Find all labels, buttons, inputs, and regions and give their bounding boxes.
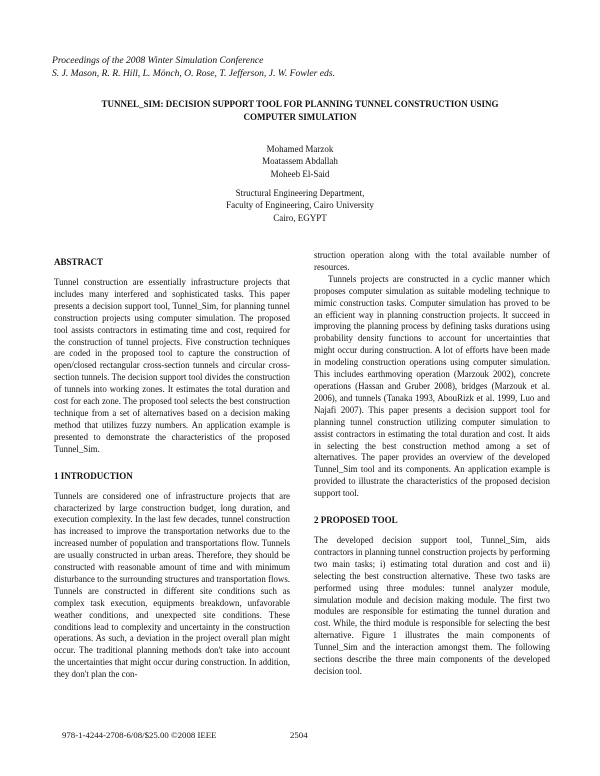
- affiliation-line: Cairo, EGYPT: [273, 212, 327, 223]
- proceedings-line-2: S. J. Mason, R. R. Hill, L. Mönch, O. Rose, T. Jefferson, J. W. Fowler eds.: [52, 68, 335, 79]
- title-line-1: TUNNEL_SIM: DECISION SUPPORT TOOL FOR PLANNING TUNNEL CONSTRUCTION USING: [101, 99, 499, 109]
- footer-isbn: 978-1-4244-2708-6/08/$25.00 ©2008 IEEE: [62, 730, 217, 740]
- page-number: 2504: [290, 730, 308, 740]
- right-column: [314, 250, 550, 678]
- left-column: [54, 256, 290, 681]
- abstract-heading: ABSTRACT: [54, 257, 104, 267]
- author-name: Moheeb El-Said: [270, 168, 330, 179]
- section-2-heading: 2 PROPOSED TOOL: [314, 515, 398, 526]
- proceedings-header: [52, 54, 552, 80]
- introduction-text: Tunnels are considered one of infrastructure projects that are characterized by large construction budget, long duration, and execution complexity. In the last few decades, tunnel construction has increased to improve the transportation networks due to the increased number of population and transportations flow. Tunnels are usually constructed in urban areas. Therefore, they should be constructed with reasonable amount of time and with minimum disturbance to the surrounding structures and transportation flows. Tunnels are constructed in different site conditions such as complex task execution, equipments breakdown, unfavorable weather conditions, and unexpected site conditions. These conditions lead to complexity and uncertainty in the construction operations. As such, a deviation in the project overall plan might occur. The traditional planning methods don't take into account the uncertainties that might occur during construction. In addition, they don't plan the con-: [54, 490, 290, 680]
- author-name: Moatassem Abdallah: [262, 156, 338, 167]
- introduction-paragraph-2: Tunnels projects are constructed in a cyclic manner which proposes computer simulation as suitable modeling technique to mimic construction tasks. Computer simulation has proved to be an efficient way in planning construction projects. It succeed in improving the planning process by defining tasks durations using probability density functions to account for uncertainties that might occur during construction. A lot of efforts have been made in modeling construction operations using computer simulation. This includes earthmoving operation (Marzouk 2002), concrete operations (Hassan and Gruber 2008), bridges (Marzouk et al. 2006), and tunnels (Tanaka 1993, AbouRizk et al. 1999, Luo and Najafi 2007). This paper presents a decision support tool for planning tunnel construction utilizing computer simulation to assist contractors in estimating the total duration and cost. It aids in selecting the best construction method among a set of alternatives. The paper provides an overview of the developed Tunnel_Sim tool and its components. An application example is provided to illustrate the characteristics of the proposed decision support tool.: [314, 273, 550, 499]
- introduction-heading: 1 INTRODUCTION: [54, 470, 133, 481]
- introduction-continuation: struction operation along with the total available number of resources.: [314, 250, 550, 272]
- paper-title: [60, 98, 540, 123]
- author-name: Mohamed Marzok: [266, 144, 334, 154]
- affiliation: [150, 187, 450, 224]
- author-list: [150, 143, 450, 180]
- section-2-text: The developed decision support tool, Tunnel_Sim, aids contractors in planning tunnel construction projects by performing two main tasks; i) estimating total duration and cost and ii) selecting the best construction alternative. These two tasks are performed using three modules: tunnel analyzer module, simulation module and decision making module. The first two modules are responsible for estimating the tunnel duration and cost. While, the third module is responsible for selecting the best alternative. Figure 1 illustrates the main components of Tunnel_Sim and the interaction amongst them. The following sections describe the three main components of the developed decision tool.: [314, 535, 550, 676]
- abstract-text: Tunnel construction are essentially infrastructure projects that includes many interfered and sophisticated tasks. This paper presents a decision support tool, Tunnel_Sim, for planning tunnel construction projects using computer simulation. The proposed tool assists contractors in estimating time and cost, required for the construction of tunnel projects. Five construction techniques are coded in the proposed tool to capture the construction of open/closed rectangular cross-section tunnels and circular cross-section tunnels. The decision support tool divides the construction of tunnels into working zones. It estimates the total duration and cost for each zone. The proposed tool selects the best construction technique from a set of alternatives based on a decision making method that utilizes fuzzy numbers. An application example is presented to demonstrate the characteristics of the proposed Tunnel_Sim.: [54, 277, 290, 454]
- affiliation-line: Faculty of Engineering, Cairo University: [226, 200, 374, 211]
- proceedings-line-1: Proceedings of the 2008 Winter Simulation Conference: [52, 55, 264, 66]
- title-line-2: COMPUTER SIMULATION: [243, 111, 357, 122]
- affiliation-line: Structural Engineering Department,: [235, 188, 365, 198]
